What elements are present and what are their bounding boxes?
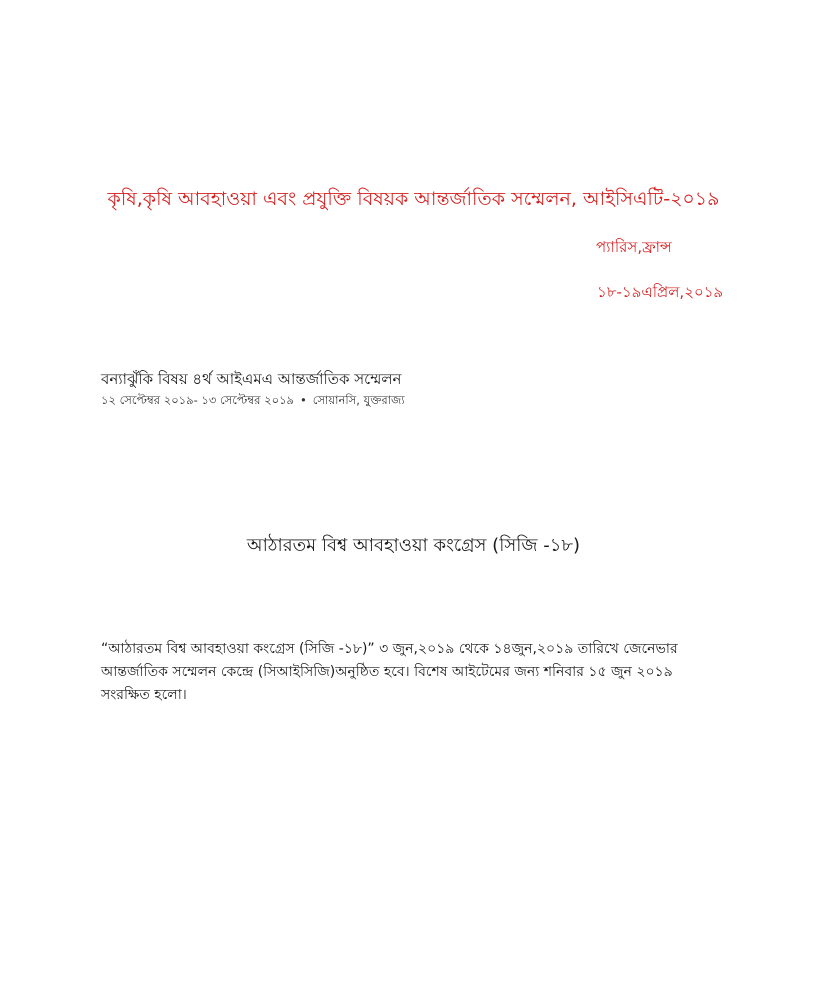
paragraph-line: সংরক্ষিত হলো।: [101, 687, 187, 703]
ima-location: সোয়ানসি, যুক্তরাজ্য: [312, 393, 405, 407]
ima-dates: ১২ সেপ্টেম্বর ২০১৯- ১৩ সেপ্টেম্বর ২০১৯: [101, 393, 294, 407]
bullet-separator: •: [300, 393, 307, 407]
ima-conference-meta: [101, 392, 405, 408]
congress-paragraph: [101, 638, 731, 707]
icat-location: প্যারিস,ফ্রান্স: [596, 238, 672, 256]
icat-conference-title: কৃষি,কৃষি আবহাওয়া এবং প্রযুক্তি বিষয়ক আন্তর্জাতিক সম্মেলন, আইসিএটি-২০১৯: [107, 188, 720, 210]
congress-heading: আঠারতম বিশ্ব আবহাওয়া কংগ্রেস (সিজি -১৮): [246, 535, 581, 556]
paragraph-line: “আঠারতম বিশ্ব আবহাওয়া কংগ্রেস (সিজি -১৮)” ৩ জুন,২০১৯ থেকে ১৪জুন,২০১৯ তারিখে জেনেভার: [101, 641, 678, 657]
ima-conference-title: বন্যাঝুঁকি বিষয় ৪র্থ আইএমএ আন্তর্জাতিক সম্মেলন: [101, 370, 402, 388]
icat-dates: ১৮-১৯এপ্রিল,২০১৯: [597, 283, 724, 301]
paragraph-line: আন্তর্জাতিক সম্মেলন কেন্দ্রে (সিআইসিজি)অনুষ্ঠিত হবে। বিশেষ আইটেমের জন্য শনিবার ১৫ জুন ২০১৯: [101, 664, 673, 680]
